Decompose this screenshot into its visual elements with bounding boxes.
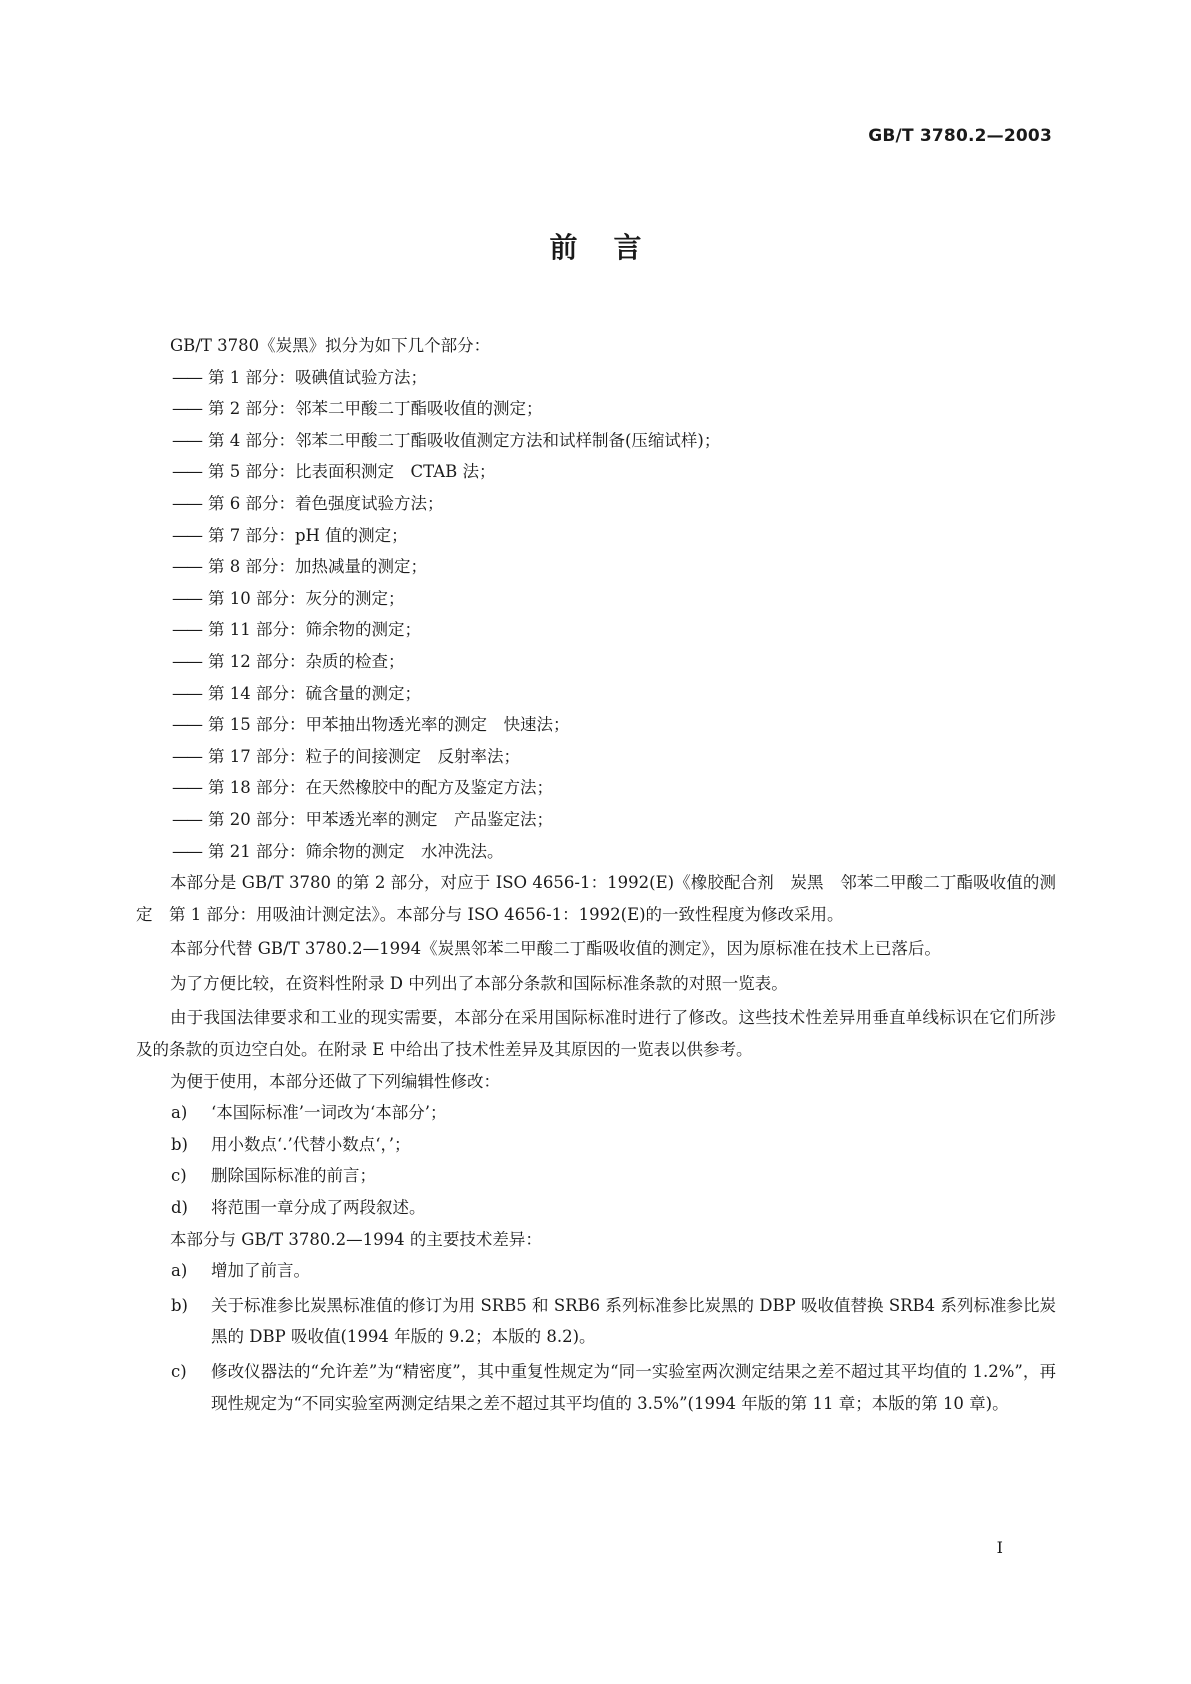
list-item: —— 第 12 部分：杂质的检查； (172, 651, 405, 671)
replacement-paragraph: 本部分代替 GB/T 3780.2—1994《炭黑邻苯二甲酸二丁酯吸收值的测定》，因为原标准在技术上已落后。 (170, 939, 941, 959)
list-item: —— 第 10 部分：灰分的测定； (172, 588, 405, 608)
list-item: —— 第 6 部分：着色强度试验方法； (172, 493, 444, 513)
list-item: —— 第 5 部分：比表面积测定 CTAB 法； (172, 462, 496, 482)
intro-paragraph: GB/T 3780《炭黑》拟分为如下几个部分： (170, 336, 491, 355)
list-item: b) 关于标准参比炭黑标准值的修订为用 SRB5 和 SRB6 系列标准参比炭黑的 DBP 吸收值替换 SRB4 系列标准参比炭黑的 DBP 吸收值(1994 年版的 9.2；本版的 8.2)。 (171, 1295, 1056, 1347)
list-item: —— 第 7 部分：pH 值的测定； (172, 525, 408, 545)
list-item: —— 第 17 部分：粒子的间接测定 反射率法； (172, 746, 520, 766)
list-item: —— 第 15 部分：甲苯抽出物透光率的测定 快速法； (172, 715, 570, 735)
list-item: —— 第 4 部分：邻苯二甲酸二丁酯吸收值测定方法和试样制备(压缩试样)； (172, 430, 721, 450)
technical-deviation-paragraph: 由于我国法律要求和工业的现实需要，本部分在采用国际标准时进行了修改。这些技术性差异用垂直单线标识在它们所涉及的条款的页边空白处。在附录 E 中给出了技术性差异及其原因的一览表以供参考。 (136, 1008, 1056, 1060)
editorial-changes-list (136, 1097, 1056, 1223)
list-item: a) ‘本国际标准’一词改为‘本部分’； (171, 1103, 447, 1123)
list-item: —— 第 1 部分：吸碘值试验方法； (172, 367, 427, 387)
parts-list (136, 362, 1056, 868)
list-item: —— 第 21 部分：筛余物的测定 水冲洗法。 (172, 841, 504, 861)
standard-number: GB/T 3780.2—2003 (868, 126, 1052, 146)
list-item: a) 增加了前言。 (171, 1261, 310, 1281)
page-number: I (996, 1538, 1003, 1557)
page-title: 前言 (549, 231, 678, 264)
list-item: —— 第 2 部分：邻苯二甲酸二丁酯吸收值的测定； (172, 399, 543, 419)
foreword-body (136, 330, 1056, 1419)
annex-d-paragraph: 为了方便比较，在资料性附录 D 中列出了本部分条款和国际标准条款的对照一览表。 (170, 973, 788, 993)
list-item: c) 删除国际标准的前言； (171, 1166, 376, 1186)
list-item: —— 第 11 部分：筛余物的测定； (172, 620, 421, 640)
list-item: d) 将范围一章分成了两段叙述。 (171, 1198, 426, 1218)
list-item: b) 用小数点‘.’代替小数点‘，’； (171, 1134, 411, 1154)
list-item: c) 修改仪器法的“允许差”为“精密度”，其中重复性规定为“同一实验室两次测定结果之差不超过其平均值的 1.2%”，再现性规定为“不同实验室两测定结果之差不超过其平均值的 3.5%”(1994 年版的第 11 章；本版的第 10 章)。 (171, 1362, 1056, 1413)
list-item: —— 第 18 部分：在天然橡胶中的配方及鉴定方法； (172, 778, 553, 798)
list-item: —— 第 20 部分：甲苯透光率的测定 产品鉴定法； (172, 809, 553, 829)
editorial-intro-paragraph: 为便于使用，本部分还做了下列编辑性修改： (170, 1071, 500, 1091)
list-item: —— 第 14 部分：硫含量的测定； (172, 683, 421, 703)
list-item: —— 第 8 部分：加热减量的测定； (172, 557, 427, 577)
technical-changes-list (136, 1255, 1056, 1419)
correspondence-paragraph: 本部分是 GB/T 3780 的第 2 部分，对应于 ISO 4656-1：1992(E)《橡胶配合剂 炭黑 邻苯二甲酸二丁酯吸收值的测定 第 1 部分：用吸油计测定法》。本部分与 ISO 4656-1：1992(E)的一致性程度为修改采用。 (136, 873, 1056, 924)
technical-differences-intro: 本部分与 GB/T 3780.2—1994 的主要技术差异： (170, 1229, 542, 1249)
